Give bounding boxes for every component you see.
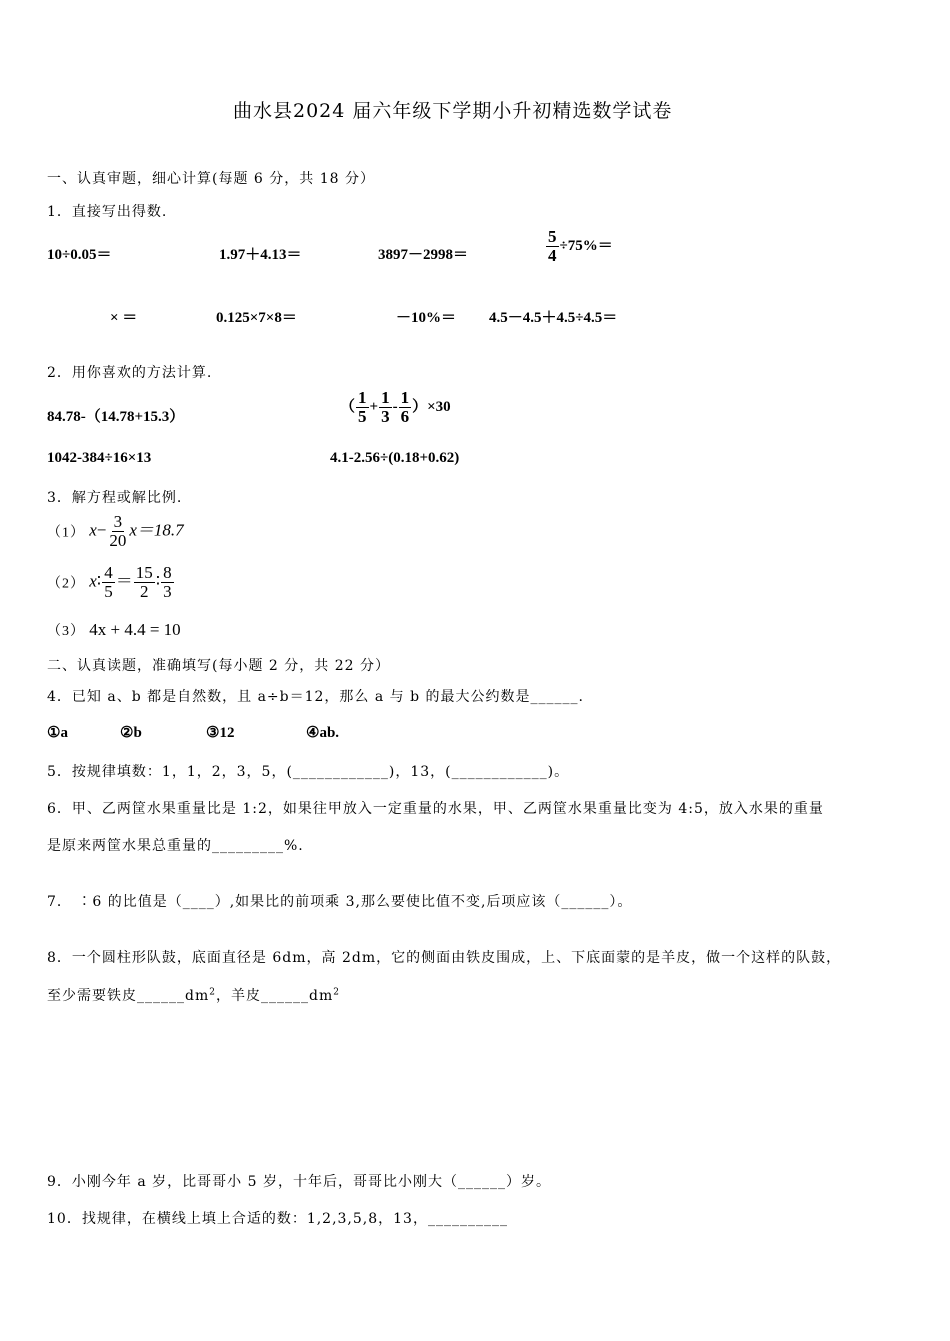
q3-label: 3．解方程或解比例.: [47, 490, 183, 506]
section2-heading: 二、认真读题，准确填写(每小题 2 分，共 22 分）: [47, 658, 390, 674]
q3-e2-fraction-2: $\frac{15}{2}$: [135, 563, 153, 601]
q1-item-4-fraction: $\frac{5}{4}$: [548, 227, 557, 265]
q8-text-line2: 至少需要铁皮$\_\_\_\_\_\_dm^2$，羊皮$\_\_\_\_\_\_dm^2$: [47, 987, 340, 1004]
q5-text: 5．按规律填数：1，1，2，3，5，(____________)，13，(____________)。: [47, 764, 570, 780]
q6-text-line2: 是原来两筐水果总重量的_________%.: [47, 838, 304, 854]
q1-label: 1．直接写出得数.: [47, 204, 168, 220]
q2-item-d: 4.1-2.56÷(0.18+0.62): [330, 450, 460, 466]
q2-fraction-2: $\frac{1}{3}$: [381, 388, 390, 426]
q4-option-1: ①a: [47, 725, 68, 741]
q1-item-7: －10%＝: [396, 310, 457, 326]
q2-item-b: （ $\frac{1}{5}$ + $\frac{1}{3}$ - $\frac{1}{6}$ ）×30: [340, 388, 451, 426]
q3-e1-fraction: $\frac{3}{20}$: [109, 512, 127, 550]
q1-item-2: 1.97＋4.13＝: [219, 247, 302, 263]
q1-item-6: 0.125×7×8＝: [216, 310, 297, 326]
q2-fraction-1: $\frac{1}{5}$: [358, 388, 367, 426]
q3-e2-fraction-3: $\frac{8}{3}$: [163, 563, 172, 601]
q3-e2-fraction-1: $\frac{4}{5}$: [104, 563, 113, 601]
q9-text: 9．小刚今年 a 岁，比哥哥小 5 岁，十年后，哥哥比小刚大（______）岁。: [47, 1174, 551, 1190]
q1-item-5: × ＝: [110, 310, 138, 326]
q10-text: 10．找规律，在横线上填上合适的数：1,2,3,5,8，13，__________: [47, 1211, 508, 1227]
q3-equation-3: （3） 4x + 4.4 = 10: [47, 620, 181, 639]
q3-equation-1: （1） x− $\frac{3}{20}$ x＝18.7: [47, 512, 184, 550]
q1-item-4: $\frac{5}{4}$ ÷75%＝: [548, 227, 613, 265]
q4-option-2: ②b: [120, 725, 142, 741]
q2-fraction-3: $\frac{1}{6}$: [400, 388, 410, 426]
q1-item-8: 4.5－4.5＋4.5÷4.5＝: [489, 310, 618, 326]
q3-equation-2: （2） x∶ $\frac{4}{5}$ ＝ $\frac{15}{2}$ ∶ $\frac{8}{3}$: [47, 563, 172, 601]
page-title: 曲水县2024 届六年级下学期小升初精选数学试卷: [233, 100, 673, 122]
q4-text: 4．已知 a、b 都是自然数，且 a÷b＝12，那么 a 与 b 的最大公约数是______.: [47, 689, 584, 705]
q7-text: 7． ∶6 的比值是（____）,如果比的前项乘 3,那么要使比值不变,后项应该（______）。: [47, 894, 633, 910]
q4-option-4: ④ab.: [306, 725, 340, 741]
q2-item-c: 1042-384÷16×13: [47, 450, 152, 466]
q8-text-line1: 8．一个圆柱形队鼓，底面直径是 6dm，高 2dm，它的侧面由铁皮围成，上、下底面蒙的是羊皮，做一个这样的队鼓，: [47, 950, 842, 966]
q2-label: 2．用你喜欢的方法计算.: [47, 365, 213, 381]
q4-option-3: ③12: [206, 725, 235, 741]
q1-item-3: 3897－2998＝: [378, 247, 469, 263]
section1-heading: 一、认真审题，细心计算(每题 6 分，共 18 分）: [47, 171, 375, 187]
q2-item-a: 84.78-（14.78+15.3）: [47, 409, 185, 425]
q1-item-1: 10÷0.05＝: [47, 247, 112, 263]
q6-text-line1: 6．甲、乙两筐水果重量比是 1:2，如果往甲放入一定重量的水果，甲、乙两筐水果重量比变为 4:5，放入水果的重量: [47, 801, 824, 817]
